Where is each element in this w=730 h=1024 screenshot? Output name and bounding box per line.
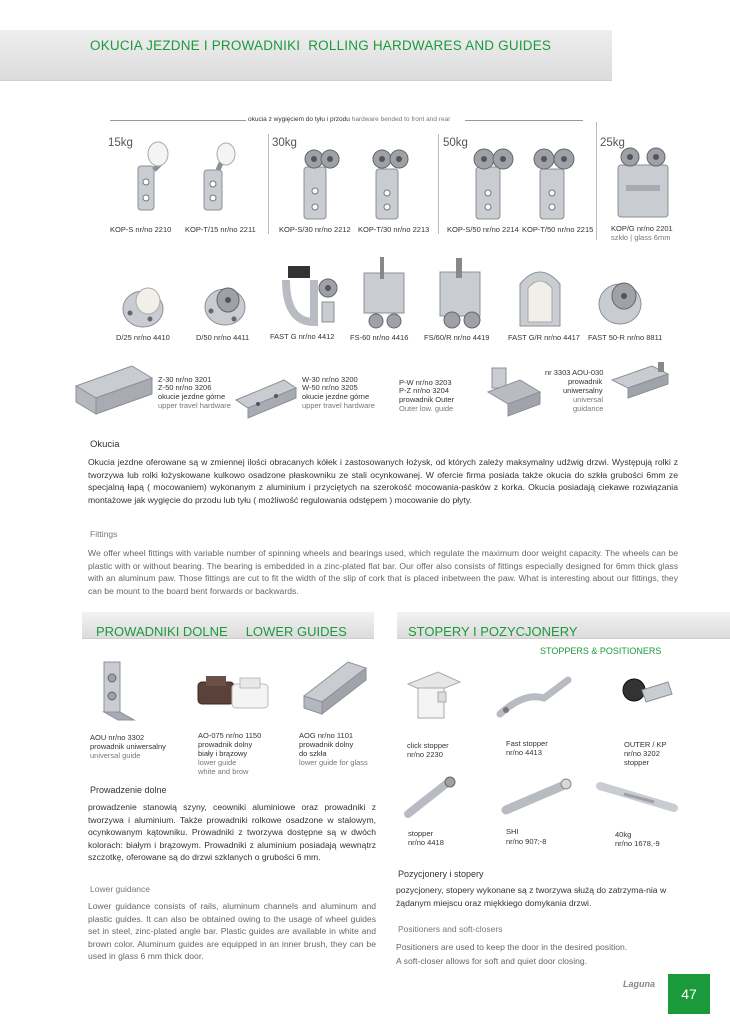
product-image-aou [88,652,142,726]
product-image-kop-t50 [528,145,580,223]
weight-label: 50kg [443,137,468,149]
product-image-outer-kp [618,672,674,712]
product-code: KOP-T/15 nr/no 2211 [185,225,256,234]
stoppers-text-en1: Positioners are used to keep the door in the desired position. [396,942,628,952]
pset-line: Outer low. guide [399,404,454,413]
aog-line: lower guide for glass [299,758,368,767]
wset-line: W-30 nr/no 3200 [302,375,358,384]
wset-line: okucie jezdne górne [302,392,370,401]
stoppers-text-en2: A soft-closer allows for soft and quiet door closing. [396,956,588,966]
product-image-aou-030 [608,360,672,400]
zset-line: Z-50 nr/no 3206 [158,383,212,392]
product-image-fast-g [278,262,348,330]
aou-line: universal guide [90,751,141,760]
ao075-line: biały i brązowy [198,749,248,758]
weight-label: 30kg [272,137,297,149]
ao075-line: AO-075 nr/no 1150 [198,731,262,740]
brand-logo: Laguna [623,979,656,989]
product-code: D/50 nr/no 4411 [196,333,250,342]
product-image-kop-s30 [296,145,346,223]
product-code: KOP-S/30 nr/no 2212 [279,225,351,234]
aog-line: prowadnik dolny [299,740,354,749]
lower-heading-en: Lower guidance [90,884,151,894]
product-image-kop-g [612,145,674,223]
product-code: KOP/G nr/no 2201 [611,224,673,233]
ao075-line: prowadnik dolny [198,740,253,749]
zset-line: upper travel hardware [158,401,231,410]
divider [596,122,597,240]
page-title: OKUCIA JEZDNE I PROWADNIKI ROLLING HARDWARES AND GUIDES [90,38,552,53]
product-image-40kg [594,774,680,820]
fast-stopper-line: Fast stopper [506,739,548,748]
product-code: KOP-S/50 nr/no 2214 [447,225,519,234]
zset-line: Z-30 nr/no 3201 [158,375,212,384]
click-stopper-line: click stopper [407,741,449,750]
product-image-fast-50r [594,270,646,330]
divider [268,134,269,234]
product-sub: szkło | glass 6mm [611,233,671,242]
product-image-kop-t30 [366,145,416,223]
aog-line: do szkła [299,749,327,758]
product-code: FS/60/R nr/no 4419 [424,333,490,342]
fittings-text-en: We offer wheel fittings with variable number of spinning wheels and bearings used, which regulate the maximum door weight capacity. The wheels can be plastic with or without bearing. The bearing is embedded in a zinc-plated flat bar. Our offer also consists of fittings especially designed for 6mm thick glass with an aluminum paw. Those fittings are cut to fit the width of the slip of cork that is placed inbetween the paw. What is interesting about our fittings, they can be mount to the board bent forwards or backwards. [88,548,678,596]
lower-text-en: Lower guidance consists of rails, aluminum channels and aluminum and plastic guides. It can also be obtained owing to the usage of wheel guides set in steel, zinc-plated angle bar. Plastic guides are available in white and brown color. Aluminum guides are equipped in an inner brush, they can be used in glass 6 mm thick door. [88,901,376,962]
product-image-d25 [118,275,168,330]
aou-line: AOU nr/no 3302 [90,733,145,742]
product-code: FS-60 nr/no 4416 [350,333,409,342]
stoppers-text-pl: pozycjonery, stopery wykonane są z tworzywa służą do zatrzyma-nia w żądanym miejscu oraz miękkiego domykania drzwi. [396,885,667,908]
product-code: FAST 50-R nr/no 8811 [588,333,663,342]
outer-kp-line: OUTER / KP [624,740,667,749]
aset-line: guidance [573,404,604,413]
product-image-ao-075 [192,666,278,716]
product-image-z-set [72,356,158,422]
product-image-stopper-4418 [402,774,462,820]
product-image-d50 [200,275,250,330]
aset-line: universal [573,395,604,404]
fittings-heading-pl: Okucia [90,439,120,450]
pset-line: P-W nr/no 3203 [399,378,452,387]
weight-label: 15kg [108,137,133,149]
bend-note: okucia z wygięciem do tyłu i przodu hardware bended to front and rear [248,116,451,123]
note-line-right [465,120,583,121]
product-image-aog [300,656,372,722]
product-image-p-set [484,362,544,420]
stopper-4418-line: stopper [408,829,434,838]
product-image-kop-s [128,140,178,220]
wset-line: W-50 nr/no 3205 [302,383,358,392]
aset-line: nr 3303 AOU-030 [545,368,604,377]
fittings-heading-en: Fittings [90,529,118,539]
pset-line: P-Z nr/no 3204 [399,386,450,395]
shi-line: nr/no 907;-8 [506,837,547,846]
product-image-fast-stopper [494,672,574,722]
forty-kg-line: nr/no 1678,-9 [615,839,660,848]
forty-kg-line: 40kg [615,830,632,839]
stoppers-heading-pl: Pozycjonery i stopery [398,869,484,879]
stoppers-title: STOPERY I POZYCJONERY [408,624,578,639]
pset-line: prowadnik Outer [399,395,455,404]
aog-line: AOG nr/no 1101 [299,731,354,740]
note-line-left [110,120,246,121]
zset-line: okucie jezdne górne [158,392,226,401]
aset-line: uniwersalny [563,386,603,395]
ao075-line: white and brow [198,767,249,776]
aset-line: prowadnik [568,377,603,386]
aou-line: prowadnik uniwersalny [90,742,166,751]
product-image-kop-s50 [466,145,518,223]
product-image-fast-gr [510,262,570,330]
weight-label: 25kg [600,137,625,149]
fast-stopper-line: nr/no 4413 [506,748,542,757]
stoppers-subtitle: STOPPERS & POSITIONERS [540,646,662,656]
click-stopper-line: nr/no 2230 [407,750,443,759]
lower-text-pl: prowadzenie stanowią szyny, ceowniki aluminiowe oraz prowadniki z tworzywa i aluminium. Także prowadniki rolkowe osadzone w stalowym, ocynkowanym kątowniku. Prowadniki z tworzywa dostępne są w dwóch kolorach: białym i brązowym. Prowadniki z aluminium posiadają wewnątrz szczotkę, oferowane są do drzwi szklanych o grubości 6 mm. [88,802,376,863]
stoppers-heading-en: Positioners and soft-closers [398,924,503,934]
product-image-click-stopper [404,666,466,726]
shi-line: SHI [506,827,519,836]
lower-heading-pl: Prowadzenie dolne [90,785,167,795]
product-image-fs60r [432,258,490,330]
product-code: KOP-T/30 nr/no 2213 [358,225,430,234]
product-image-shi [496,774,576,820]
wset-line: upper travel hardware [302,401,375,410]
fittings-text-pl: Okucia jezdne oferowane są w zmiennej ilości obracanych kółek i zastosowanych łożysk, od których zależy maksymalny udźwig drzwi. Występują rolki z tworzywa lub rolki łożyskowane kulkowo osadzone płaskowniku ze stali ocynkowanej. W ofercie firma posiada także okucia do szkła grubości 6mm ze specjalną łapą ( mocowaniem) wykonanym z aluminium i przyciętych na szerokość mocowania-pasków z korka. Okucia posiadają ciekawe rozwiązania montażowe jak wygięcie do przodu lub tyłu ( możliwość regulowania odstępem ) mocowanie do płyty. [88,457,678,505]
product-code: FAST G nr/no 4412 [270,332,335,341]
product-image-w-set [232,366,300,424]
product-image-kop-t15 [196,140,246,220]
ao075-line: lower guide [198,758,237,767]
product-code: FAST G/R nr/no 4417 [508,333,580,342]
product-image-fs60 [358,255,412,330]
lower-guides-title: PROWADNIKI DOLNE LOWER GUIDES [96,624,347,639]
outer-kp-line: nr/no 3202 [624,749,660,758]
divider [438,134,439,234]
product-code: KOP-T/50 nr/no 2215 [522,225,594,234]
stopper-4418-line: nr/no 4418 [408,838,444,847]
product-code: KOP-S nr/no 2210 [110,225,172,234]
page-number: 47 [668,974,710,1014]
outer-kp-line: stopper [624,758,650,767]
product-code: D/25 nr/no 4410 [116,333,170,342]
